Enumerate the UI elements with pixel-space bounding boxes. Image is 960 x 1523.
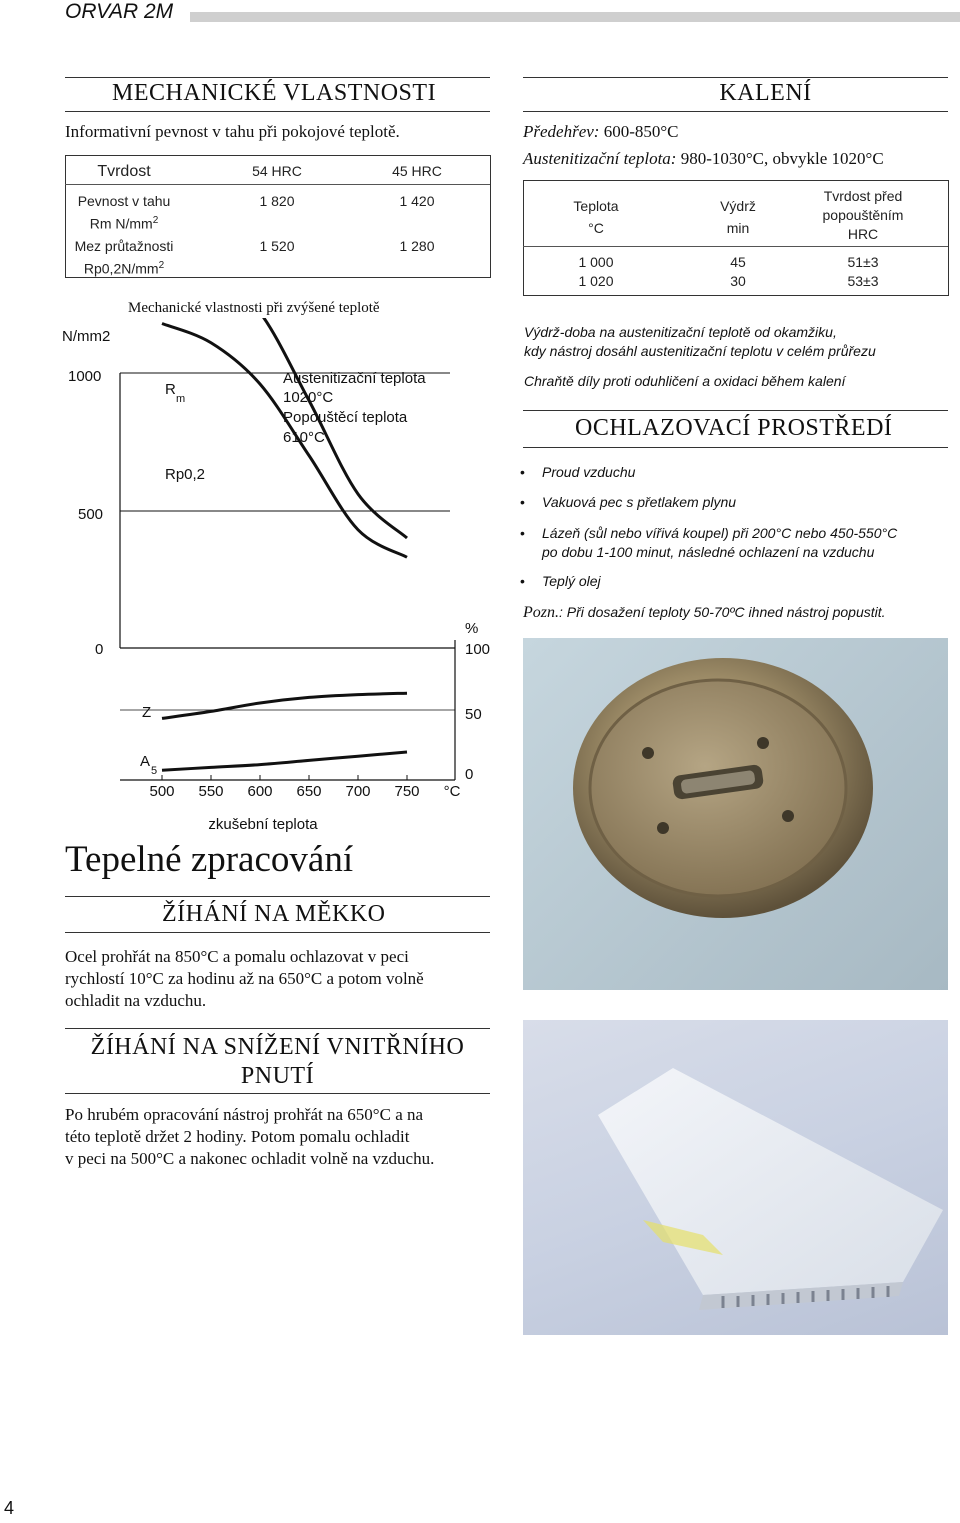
table-cell: 1 020 bbox=[578, 273, 614, 289]
table-header-cell: Tvrdost před popouštěním HRC bbox=[822, 188, 904, 242]
table-cell: 1 280 bbox=[399, 238, 435, 254]
section-rule bbox=[523, 447, 948, 448]
series-label-a5-sub: 5 bbox=[151, 765, 158, 777]
series-line-a5 bbox=[162, 752, 407, 770]
table-cell: 1 520 bbox=[259, 238, 295, 254]
mechanical-properties-chart bbox=[0, 318, 520, 838]
tool-photo-1 bbox=[523, 638, 948, 990]
y-right-unit: % bbox=[465, 620, 479, 637]
x-unit: °C bbox=[443, 783, 461, 800]
list-item: • Lázeň (sůl nebo vířivá koupel) při 200°C nebo 450-550°C po dobu 1-100 minut, následné ochlazení na vzduchu bbox=[542, 524, 897, 562]
x-axis-label: zkušební teplota bbox=[208, 816, 318, 833]
table-header-cell: 54 HRC bbox=[252, 163, 302, 179]
list-item: • Teplý olej bbox=[542, 573, 601, 589]
table-cell: 1 420 bbox=[399, 193, 435, 209]
table-divider bbox=[65, 184, 490, 185]
section-rule bbox=[65, 1093, 490, 1094]
list-item: • Vakuová pec s přetlakem plynu bbox=[542, 494, 736, 510]
mech-title: MECHANICKÉ VLASTNOSTI bbox=[112, 80, 437, 106]
table-cell: 1 000 bbox=[578, 254, 614, 270]
section-rule bbox=[65, 932, 490, 933]
x-tick-label: 750 bbox=[394, 783, 420, 800]
section-rule bbox=[65, 896, 490, 897]
x-tick-label: 700 bbox=[345, 783, 371, 800]
table-cell: 53±3 bbox=[847, 273, 879, 289]
table-header-cell: Výdrž min bbox=[720, 198, 756, 236]
stress-relief-text: Po hrubém opracování nástroj prohřát na 650°C a na této teplotě držet 2 hodiny. Potom pomalu ochladit v peci na 500°C a nakonec ochladit volně na vzduchu. bbox=[65, 1105, 435, 1168]
series-label-a5: A bbox=[140, 753, 151, 770]
section-rule bbox=[523, 111, 948, 112]
stress-relief-title: ŽÍHÁNÍ NA SNÍŽENÍ VNITŘNÍHO PNUTÍ bbox=[90, 1034, 465, 1089]
table-cell: 30 bbox=[730, 273, 746, 289]
table-header-cell: Tvrdost bbox=[97, 163, 151, 180]
annotation-label: Popouštěcí teplota bbox=[283, 409, 408, 426]
mech-intro: Informativní pevnost v tahu při pokojové teplotě. bbox=[65, 122, 400, 141]
table-cell: 1 820 bbox=[259, 193, 295, 209]
annotation-label: 610°C bbox=[283, 429, 325, 446]
soak-time-note: Výdrž-doba na austenitizační teplotě od okamžiku, kdy nástroj dosáhl austenitizační teplotu v celém průřezu bbox=[524, 324, 876, 359]
quenching-title: OCHLAZOVACÍ PROSTŘEDÍ bbox=[575, 415, 893, 441]
table-cell: 45 bbox=[730, 254, 746, 270]
series-label-rm-sub: m bbox=[176, 393, 186, 405]
annealing-title: ŽÍHÁNÍ NA MĚKKO bbox=[162, 901, 386, 927]
profile-image bbox=[523, 1020, 948, 1335]
annealing-text: Ocel prohřát na 850°C a pomalu ochlazovat v peci rychlostí 10°C za hodinu až na 650°C a potom volně ochladit na vzduchu. bbox=[65, 947, 424, 1010]
y-left-tick-label: 0 bbox=[95, 641, 104, 658]
chart-title: Mechanické vlastnosti při zvýšené teplotě bbox=[128, 300, 380, 316]
annotation-label: 1020°C bbox=[283, 389, 334, 406]
section-rule bbox=[523, 77, 948, 78]
series-label-rm: R bbox=[165, 381, 176, 398]
section-rule bbox=[65, 1028, 490, 1029]
x-tick-label: 650 bbox=[296, 783, 322, 800]
series-label-z: Z bbox=[142, 704, 152, 721]
table-row-label: Mez průtažnosti $Rp0,2N/mm^2$ bbox=[74, 238, 174, 277]
austenitizing-line: Austenitizační teplota: 980-1030°C, obvykle 1020°C bbox=[523, 149, 884, 168]
annotation-label: Austenitizační teplota bbox=[283, 370, 426, 387]
series-line-rm bbox=[162, 318, 407, 538]
note-line: Pozn.: Při dosažení teploty 50-70ºC ihned nástroj popustit. bbox=[523, 604, 886, 621]
table-header-cell: 45 HRC bbox=[392, 163, 442, 179]
section-rule bbox=[65, 77, 490, 78]
page-number: 4 bbox=[4, 1498, 15, 1518]
round-die-image bbox=[523, 638, 948, 990]
y-left-tick-label: 1000 bbox=[68, 368, 102, 385]
table-divider bbox=[523, 246, 948, 247]
y-right-tick-label: 100 bbox=[465, 641, 491, 658]
preheat-line: Předehřev: 600-850°C bbox=[523, 122, 679, 141]
y-right-tick-label: 0 bbox=[465, 766, 474, 783]
header-bar bbox=[190, 12, 960, 22]
y-left-unit: N/mm2 bbox=[62, 328, 111, 345]
section-rule bbox=[65, 111, 490, 112]
table-cell: 51±3 bbox=[847, 254, 879, 270]
x-tick-label: 500 bbox=[149, 783, 175, 800]
brand-title: ORVAR 2M bbox=[65, 0, 174, 23]
y-right-tick-label: 50 bbox=[465, 706, 482, 723]
series-line-z bbox=[162, 693, 407, 718]
section-rule bbox=[523, 410, 948, 411]
y-left-tick-label: 500 bbox=[78, 506, 104, 523]
series-label-rp02: Rp0,2 bbox=[165, 466, 206, 483]
table-header-cell: Teplota °C bbox=[573, 198, 619, 236]
list-item: • Proud vzduchu bbox=[542, 464, 635, 480]
hardening-title: KALENÍ bbox=[719, 80, 812, 106]
table-row-label: Pevnost v tahu Rm $N/mm^2$ bbox=[77, 193, 171, 232]
x-tick-label: 550 bbox=[198, 783, 224, 800]
heat-treatment-title: Tepelné zpracování bbox=[65, 839, 354, 880]
x-tick-label: 600 bbox=[247, 783, 273, 800]
tool-photo-2 bbox=[523, 1020, 948, 1335]
protection-note: Chraňtě díly proti oduhličení a oxidaci během kalení bbox=[524, 373, 846, 389]
